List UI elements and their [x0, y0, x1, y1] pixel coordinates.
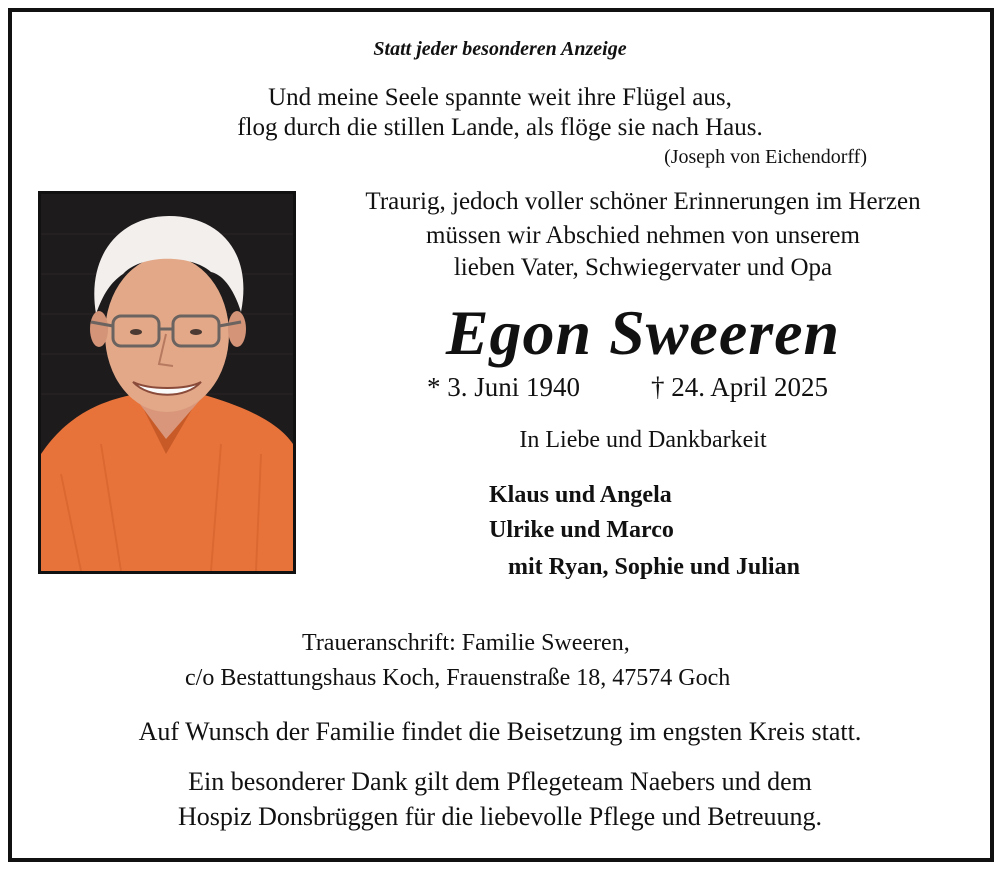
intro-line-1: Traurig, jedoch voller schöner Erinnerungen im Herzen — [365, 188, 921, 215]
deceased-name: Egon Sweeren — [445, 297, 841, 368]
family-line-2: Ulrike und Marco — [489, 517, 674, 543]
poem-line-1: Und meine Seele spannte weit ihre Flügel aus, — [268, 84, 732, 111]
intro-line-3: lieben Vater, Schwiegervater und Opa — [453, 254, 833, 281]
death-date: † 24. April 2025 — [651, 372, 829, 402]
address-line-1: Traueranschrift: Familie Sweeren, — [302, 630, 630, 656]
poem-author: (Joseph von Eichendorff) — [664, 146, 867, 168]
family-line-1: Klaus und Angela — [489, 482, 672, 508]
address-line-2: c/o Bestattungshaus Koch, Frauenstraße 18, 47574 Goch — [185, 665, 731, 691]
birth-date: * 3. Juni 1940 — [427, 372, 581, 402]
poem-line-2: flog durch die stillen Lande, als flöge sie nach Haus. — [237, 114, 763, 141]
burial-note: Auf Wunsch der Familie findet die Beisetzung im engsten Kreis statt. — [138, 717, 862, 746]
notice-header: Statt jeder besonderen Anzeige — [373, 38, 627, 60]
dedication-line: In Liebe und Dankbarkeit — [519, 427, 767, 453]
portrait-photo — [38, 191, 296, 574]
intro-line-2: müssen wir Abschied nehmen von unserem — [426, 222, 860, 249]
gratitude-line-2: Hospiz Donsbrüggen für die liebevolle Pflege und Betreuung. — [177, 802, 823, 831]
family-line-3: mit Ryan, Sophie und Julian — [508, 554, 800, 580]
gratitude-line-1: Ein besonderer Dank gilt dem Pflegeteam Naebers und dem — [188, 767, 812, 796]
